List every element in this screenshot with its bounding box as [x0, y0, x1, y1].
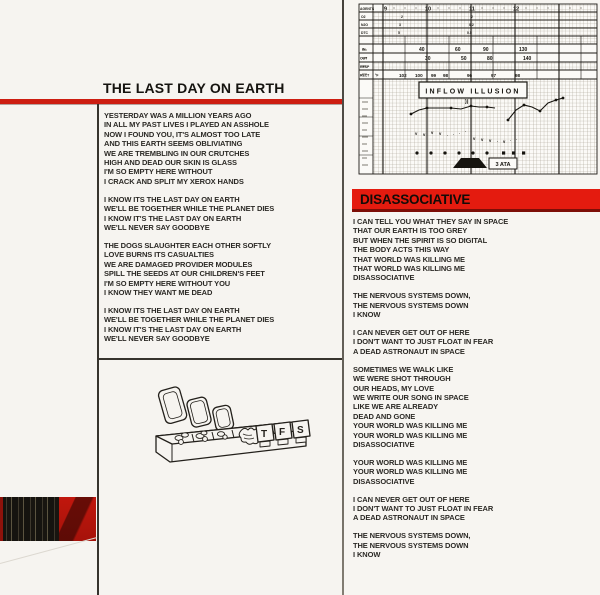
lyric-line: NOW I FOUND YOU, IT'S ALMOST TOO LATE: [104, 129, 261, 139]
lyric-line: WE'LL NEVER SAY GOODBYE: [104, 222, 210, 232]
chart-in-value: 60: [455, 47, 461, 53]
svg-text:v: v: [439, 131, 442, 136]
song-title-disassociative: DISASSOCIATIVE: [360, 192, 471, 207]
chart-row-label: IN: [362, 47, 366, 52]
stanza: [104, 195, 274, 233]
lyric-line: WE'LL NEVER SAY GOODBYE: [104, 334, 210, 344]
lyric-line: OUR HEADS, MY LOVE: [353, 383, 434, 393]
lyric-line: THAT WORLD WAS KILLING ME: [353, 254, 465, 264]
lyric-line: LIKE WE ARE ALREADY: [353, 402, 439, 412]
stanza: [353, 328, 508, 356]
chart-agent-mark: 0.2: [469, 23, 474, 27]
chart-out-value: 80: [487, 56, 493, 62]
svg-text:·: ·: [459, 131, 461, 136]
chart-temp-value: 96: [467, 73, 473, 78]
lyric-line: DISASSOCIATIVE: [353, 273, 415, 283]
chart-hour-label: 9: [384, 6, 388, 13]
lyric-line: YOUR WORLD WAS KILLING ME: [353, 421, 468, 431]
svg-text:·: ·: [497, 139, 499, 144]
lyric-line: I KNOW ITS THE LAST DAY ON EARTH: [104, 194, 240, 204]
lyric-line: I KNOW: [353, 310, 381, 320]
lyric-line: I CAN TELL YOU WHAT THEY SAY IN SPACE: [353, 217, 509, 226]
stanza: [104, 306, 274, 344]
lyric-line: HIGH AND DEAD OUR SKIN IS GLASS: [104, 158, 237, 168]
pillbox-lid-letter: T: [261, 429, 268, 440]
chart-temp-value: 102: [399, 73, 407, 78]
film-strip-dark-frames: [0, 497, 59, 541]
lyric-line: THE NERVOUS SYSTEMS DOWN: [353, 540, 469, 550]
lyric-line: I KNOW IT'S THE LAST DAY ON EARTH: [104, 324, 242, 334]
chart-temp-value: 98: [515, 73, 521, 78]
chart-hour-label: 11: [469, 6, 475, 13]
chart-title: INFLOW ILLUSION: [425, 88, 521, 96]
lyric-line: WE ARE TREMBLING IN OUR CRUTCHES: [104, 148, 250, 158]
lyrics-disassociative: [353, 217, 508, 568]
chart-in-value: 90: [483, 47, 489, 53]
lyric-line: IN ALL MY PAST LIVES I PLAYED AN ASSHOLE: [104, 120, 269, 130]
film-strip-red-frame: [59, 497, 96, 541]
chart-unit-label: °F: [375, 73, 379, 78]
svg-text:·: ·: [453, 132, 455, 137]
chart-header-label: AGENTS: [360, 7, 375, 11]
lyric-line: WE WERE SHOT THROUGH: [353, 374, 451, 384]
svg-text:)): )): [465, 99, 469, 105]
lyric-line: BUT WHEN THE SPIRIT IS SO DIGITAL: [353, 235, 488, 245]
chart-row-label: RESP: [360, 65, 370, 69]
chart-temp-value: 100: [415, 73, 423, 78]
stanza: [104, 241, 274, 297]
lyric-line: AND THIS EARTH SEEMS OBLIVIATING: [104, 139, 243, 149]
lyric-line: THAT OUR EARTH IS TOO GREY: [353, 226, 468, 236]
chart-row-label: DTC: [361, 31, 368, 35]
pillbox-lid-letter: S: [297, 425, 304, 436]
lyric-line: I KNOW: [353, 550, 381, 560]
chart-hour-label: 10: [425, 6, 432, 13]
lyric-line: YOUR WORLD WAS KILLING ME: [353, 467, 468, 477]
chart-agent-mark: 5: [398, 31, 400, 35]
svg-text:·: ·: [465, 129, 467, 134]
stanza: [353, 458, 508, 486]
chart-out-value: 30: [425, 56, 431, 62]
lyrics-last-day-on-earth: [104, 111, 274, 352]
chart-agent-mark: 2: [401, 15, 403, 19]
lyric-line: I DON'T WANT TO JUST FLOAT IN FEAR: [353, 504, 494, 514]
vertical-rule: [97, 104, 99, 595]
svg-text:v: v: [431, 130, 434, 135]
chart-agent-mark: 3: [399, 23, 401, 27]
pill-organizer-illustration: [148, 376, 316, 471]
chart-row-label: RECT: [360, 73, 370, 78]
lyric-line: THE BODY ACTS THIS WAY: [353, 245, 450, 255]
stanza: [104, 111, 274, 186]
svg-text:v: v: [481, 137, 484, 142]
svg-text:v: v: [489, 138, 492, 143]
lyric-line: THE DOGS SLAUGHTER EACH OTHER SOFTLY: [104, 240, 271, 250]
pillbox-lid-letter: F: [279, 427, 286, 438]
chart-in-value: 130: [519, 47, 528, 53]
chart-row-label: OUT: [360, 56, 368, 61]
chart-hour-label: 12: [513, 6, 520, 13]
svg-text:v: v: [415, 131, 418, 136]
lyric-line: I CAN NEVER GET OUT OF HERE: [353, 328, 470, 338]
chart-in-value: 40: [419, 47, 425, 53]
svg-text:v: v: [503, 139, 506, 144]
lyric-line: WE WRITE OUR SONG IN SPACE: [353, 393, 469, 402]
lyric-line: SOMETIMES WE WALK LIKE: [353, 364, 454, 374]
stanza: [353, 495, 508, 523]
lyric-line: WE'LL BE TOGETHER WHILE THE PLANET DIES: [104, 204, 275, 214]
film-strip-photo: [0, 497, 96, 541]
svg-text:v: v: [423, 132, 426, 137]
lyric-line: DISASSOCIATIVE: [353, 440, 415, 450]
svg-text:·: ·: [447, 133, 449, 138]
chart-agent-mark: 2: [471, 15, 473, 19]
red-divider-bar: [0, 99, 342, 104]
lyric-line: A DEAD ASTRONAUT IN SPACE: [353, 513, 465, 523]
chart-out-value: 50: [461, 56, 467, 62]
chart-temp-value: 97: [491, 73, 497, 78]
chart-temp-value: 98: [443, 73, 449, 78]
lyric-line: I'M SO EMPTY HERE WITHOUT YOU: [104, 278, 231, 288]
lyric-line: I'M SO EMPTY HERE WITHOUT: [104, 167, 213, 177]
lyric-line: I KNOW ITS THE LAST DAY ON EARTH: [104, 305, 240, 315]
lyric-line: I KNOW IT'S THE LAST DAY ON EARTH: [104, 213, 242, 223]
lyric-line: YOUR WORLD WAS KILLING ME: [353, 430, 468, 440]
red-banner: [352, 189, 600, 212]
svg-text:v: v: [473, 136, 476, 141]
lyric-line: YOUR WORLD WAS KILLING ME: [353, 457, 468, 467]
chart-annotation: 3 ATA: [495, 162, 511, 168]
stanza: [353, 365, 508, 450]
lyric-line: YESTERDAY WAS A MILLION YEARS AGO: [104, 111, 252, 120]
lyric-line: THE NERVOUS SYSTEMS DOWN: [353, 300, 469, 310]
lyric-line: THAT WORLD WAS KILLING ME: [353, 264, 465, 274]
lyric-line: DISASSOCIATIVE: [353, 476, 415, 486]
lyric-line: A DEAD ASTRONAUT IN SPACE: [353, 346, 465, 356]
scan-scratch-line: [0, 537, 97, 564]
horizontal-rule: [99, 358, 342, 360]
lyric-line: I CRACK AND SPLIT MY XEROX HANDS: [104, 176, 244, 186]
svg-text:·: ·: [510, 138, 512, 143]
song-title-last-day-on-earth: THE LAST DAY ON EARTH: [103, 80, 285, 96]
lyric-line: THE NERVOUS SYSTEMS DOWN,: [353, 291, 471, 301]
lyric-line: WE'LL BE TOGETHER WHILE THE PLANET DIES: [104, 315, 275, 325]
stanza: [353, 291, 508, 319]
lyric-line: WE ARE DAMAGED PROVIDER MODULES: [104, 259, 253, 269]
svg-text:·: ·: [516, 137, 518, 142]
chart-row-label: O2: [361, 15, 366, 19]
chart-out-value: 140: [523, 56, 532, 62]
lyric-line: SPILL THE SEEDS AT OUR CHILDREN'S FEET: [104, 269, 265, 279]
lyric-line: LOVE BURNS ITS CASUALTIES: [104, 250, 214, 260]
chart-agent-mark: 0.5: [467, 31, 472, 35]
inflow-illusion-chart: [353, 2, 599, 181]
lyric-line: DEAD AND GONE: [353, 411, 416, 421]
lyric-line: I DON'T WANT TO JUST FLOAT IN FEAR: [353, 337, 494, 347]
chart-temp-value: 99: [431, 73, 437, 78]
chart-row-label: N2O: [361, 23, 368, 27]
lyric-line: THE NERVOUS SYSTEMS DOWN,: [353, 531, 471, 541]
stanza: [353, 217, 508, 283]
stanza: [353, 531, 508, 559]
lyric-line: I CAN NEVER GET OUT OF HERE: [353, 494, 470, 504]
lyric-line: I KNOW THEY WANT ME DEAD: [104, 287, 213, 297]
